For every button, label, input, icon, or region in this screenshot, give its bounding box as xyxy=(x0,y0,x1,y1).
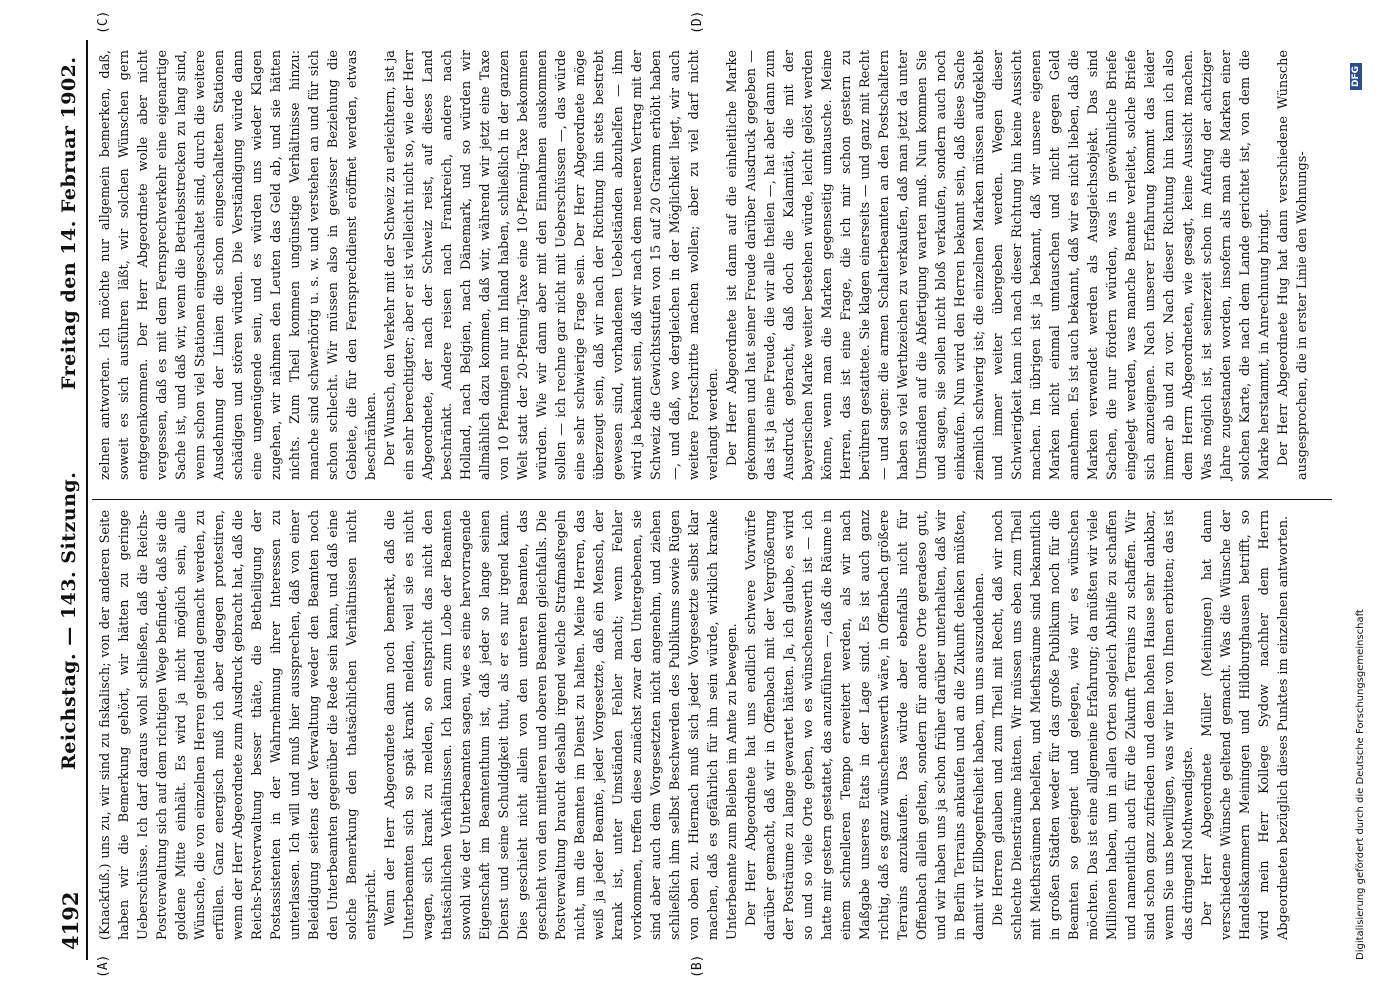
column-divider xyxy=(92,499,1332,500)
digitization-credit: Digitalisierung gefördert durch die Deutsche Forschungsgemeinschaft xyxy=(1355,609,1366,960)
paragraph: Die Herren glauben und zum Theil mit Recht, daß wir noch schlechte Diensträume hätten. Wir müssen uns eben zum Theil mit Miethsräumen behelfen, und Miethsräume sind bekanntlich in großen Städten weder für das große Publikum noch für die Beamten so geeignet und gelegen, wie wir es wünschen möchten. Das ist eine allgemeine Erfahrung; da müßten wir viele Millionen haben, um in allen Orten sogleich Abhilfe zu schaffen und namentlich auch für die Zukunft Terrains zu schaffen. Wir sind schon ganz zufrieden und dem hohen Hause sehr dankbar, wenn Sie uns bewilligen, was wir hier von Ihnen erbitten; das ist das dringend Nothwendigste. xyxy=(991,510,1196,940)
running-header-right: Freitag den 14. Februar 1902. xyxy=(58,56,80,390)
paragraph: Der Herr Abgeordnete Hug hat dann verschiedene Wünsche ausgesprochen, die in erster Linie den Wohnungs- xyxy=(1276,50,1310,480)
margin-marker-b: (B) xyxy=(690,954,705,978)
margin-marker-c: (C) xyxy=(96,10,111,34)
paragraph: Der Herr Abgeordnete ist dann auf die einheitliche Marke gekommen und hat seiner Freude darüber Ausdruck gegeben — das ist ja eine Freude, die wir alle theilen —, hat aber dann zum Ausdruck gebracht, daß doch die Kalamität, die mit der bayerischen Marke weiter bestehen würde, leicht gelöst werden könne, wenn man die Marken gegenseitig umtausche. Meine Herren, das ist eine Frage, die ich mir schon gestern zu berühren gestattete. Sie klagen einerseits — und ganz mit Recht — und sagen: die armen Schalterbeamten an den Postschaltern haben so viel Werthzeichen zu verkaufen, daß man jetzt da unter Umständen auf die Abfertigung warten muß. Nun kommen Sie und sagen, sie sollen nicht bloß verkaufen, sondern auch noch einkaufen. Nun wird den Herren bekannt sein, daß diese Sache ziemlich schwierig ist; die einzelnen Marken müssen aufgeklebt und immer weiter übergeben werden. Wegen dieser Schwierigkeit kann ich nach dieser Richtung hin keine Aussicht machen. Im übrigen ist ja bekannt, daß wir unsere eigenen Marken nicht einmal umtauschen und nicht gegen Geld annehmen. Es ist auch bekannt, daß wir es nicht lieben, daß die Marken verwendet werden als Ausgleichsobjekt. Das sind Sachen, die nur fördern würden, was in gewöhnliche Briefe eingelegt werden, was manche Beamte verleitet, solche Briefe sich anzueignen. Nach unserer Erfahrung kommt das leider immer ab und zu vor. Nach dieser Richtung hin kann ich also dem Herrn Abgeordneten, wie gesagt, keine Aussicht machen. Was möglich ist, ist seinerzeit schon im Anfang der achtziger Jahre zugestanden worden, insofern als man die Marken einer solchen Karte, die nach dem Lande gerichtet ist, von dem die Marke herstammt, in Anrechnung bringt. xyxy=(725,50,1272,480)
running-header-left: Reichstag. — 143. Sitzung. xyxy=(58,471,80,770)
paragraph: Der Herr Abgeordnete hat uns endlich schwere Vorwürfe darüber gemacht, daß wir in Offenbach mit der Vergrößerung der Posträume zu lange gewartet hätten. Ja, ich glaube, es wird so und so viele Orte geben, wo es wünschenswerth ist — ich hatte mir gestern gestattet, das anzuführen —, daß die Räume in einem schnelleren Tempo erweitert werden, als wir nach Maßgabe unseres Etats in der Lage sind. Es ist auch ganz richtig, daß es ganz wünschenswerth wäre, in Offenbach größere Terrains anzukaufen. Das würde aber ebenfalls nicht für Offenbach allein gelten, sondern für andere Orte geradeso gut, und wir haben uns ja schon früher darüber unterhalten, daß wir in Berlin Terrains ankaufen und an die Zukunft denken müßten, damit wir Ellbogenfreiheit haben, um uns auszudehnen. xyxy=(744,510,987,940)
paragraph: Wenn der Herr Abgeordnete dann noch bemerkt, daß die Unterbeamten sich so spät krank melden, weil sie es nicht wagen, sich krank zu melden, so entspricht das nicht den thatsächlichen Verhältnissen. Ich kann zum Lobe der Beamten sowohl wie der Unterbeamten sagen, wie es eine hervorragende Eigenschaft im Beamtenthum ist, daß jeder so lange seinen Dienst und seine Schuldigkeit thut, als er es nur irgend kann. Dies geschieht nicht allein von den unteren Beamten, das geschieht von den mittleren und oberen Beamten gleichfalls. Die Postverwaltung braucht deshalb irgend welche Strafmaßregeln nicht, um die Beamten im Dienst zu halten. Meine Herren, das weiß ja jeder Beamte, jeder Vorgesetzte, daß ein Mensch, der krank ist, unter Umständen Fehler macht; wenn Fehler vorkommen, treffen diese zunächst zwar den Untergebenen, sie sind aber auch dem Vorgesetzten nicht angenehm, und ziehen schließlich ihm selbst Beschwerden des Publikums sowie Rügen von oben zu. Hiernach muß sich jeder Vorgesetzte selbst klar machen, daß es gefährlich für ihn sein würde, wirklich kranke Unterbeamte zum Bleiben im Amte zu bewegen. xyxy=(383,510,740,940)
margin-marker-a: (A) xyxy=(96,954,111,978)
paragraph: (Knackfuß.) uns zu, wir sind zu fiskalisch; von der anderen Seite haben wir die Bemerkung gehört, wir hätten zu geringe Ueberschüsse. Ich darf daraus wohl schließen, daß die Reichs-Postverwaltung sich auf dem richtigen Wege befindet, daß sie die goldene Mitte einhält. Es wird ja nicht möglich sein, alle Wünsche, die von einzelnen Herren geltend gemacht werden, zu erfüllen. Ganz energisch muß ich aber dagegen protestiren, wenn der Herr Abgeordnete zum Ausdruck gebracht hat, daß die Reichs-Postverwaltung besser thäte, die Betheiligung der Postassistenten in der Wahrnehmung ihrer Interessen zu unterlassen. Ich will und muß hier aussprechen, daß von einer Beleidigung seitens der Verwaltung weder den Beamten noch den Unterbeamten gegenüber die Rede sein kann, und daß eine solche Bemerkung den thatsächlichen Verhältnissen nicht entspricht. xyxy=(98,510,379,940)
left-column xyxy=(96,510,1293,940)
margin-marker-d: (D) xyxy=(690,10,705,34)
dfg-logo: DFG xyxy=(1350,63,1362,90)
page-number: 4192 xyxy=(58,891,83,950)
paragraph: Der Wunsch, den Verkehr mit der Schweiz zu erleichtern, ist ja ein sehr berechtigter; aber er ist vielleicht nicht so, wie der Herr Abgeordnete, der nach der Schweiz reist, auf dieses Land beschränkt. Andere reisen nach Frankreich, andere nach Holland, nach Belgien, nach Dänemark, und so würden wir allmählich dazu kommen, daß wir, während wir jetzt eine Taxe von 10 Pfennigen nur im Inland haben, schließlich in der ganzen Welt statt der 20-Pfennig-Taxe eine 10-Pfennig-Taxe bekommen würden. Wie wir dann aber mit den Einnahmen auskommen sollen — ich rechne gar nicht mit Ueberschüssen —, das würde eine sehr schwierige Frage sein. Der Herr Abgeordnete möge überzeugt sein, daß wir nach der Richtung hin stets bestrebt gewesen sind, vorhandenen Uebelständen abzuhelfen — ihm wird ja bekannt sein, daß wir nach dem neueren Vertrag mit der Schweiz die Gewichtsstufen von 15 auf 20 Gramm erhöht haben —, und daß, wo dergleichen in der Möglichkeit liegt, wir auch weitere Fortschritte machen wollen; aber zu viel darf nicht verlangt werden. xyxy=(383,50,721,480)
paragraph: Der Herr Abgeordnete Müller (Meiningen) hat dann verschiedene Wünsche geltend gemacht. Was die Wünsche der Handelskammern Meiningen und Hildburghausen betrifft, so wird mein Herr Kollege Sydow nachher dem Herrn Abgeordneten bezüglich dieses Punktes im einzelnen antworten. xyxy=(1200,510,1291,940)
right-column xyxy=(96,50,1312,480)
paragraph: zelnen antworten. Ich möchte nur allgemein bemerken, daß, soweit es sich ausführen läßt, wir solchen Wünschen gern entgegenkommen. Der Herr Abgeordnete wolle aber nicht vergessen, daß es mit dem Fernsprechverkehr eine eigenartige Sache ist, und daß wir, wenn die Betriebsstrecken zu lang sind, wenn schon viel Stationen eingeschaltet sind, durch die weitere Ausdehnung der Linien die schon eingeschalteten Stationen schädigen und stören würden. Die Verständigung würde dann eine ungenügende sein, und es würden uns wieder Klagen zugehen, wir nähmen den Leuten das Geld ab, und sie hätten nichts. Zum Theil kommen ungünstige Verhältnisse hinzu: manche sind schwerhörig u. s. w. und verstehen an und für sich schon schlecht. Wir müssen also in gewisser Beziehung die Gebiete, die für den Fernsprechdienst eröffnet werden, etwas beschränken. xyxy=(98,50,379,480)
header-rule xyxy=(86,40,88,960)
